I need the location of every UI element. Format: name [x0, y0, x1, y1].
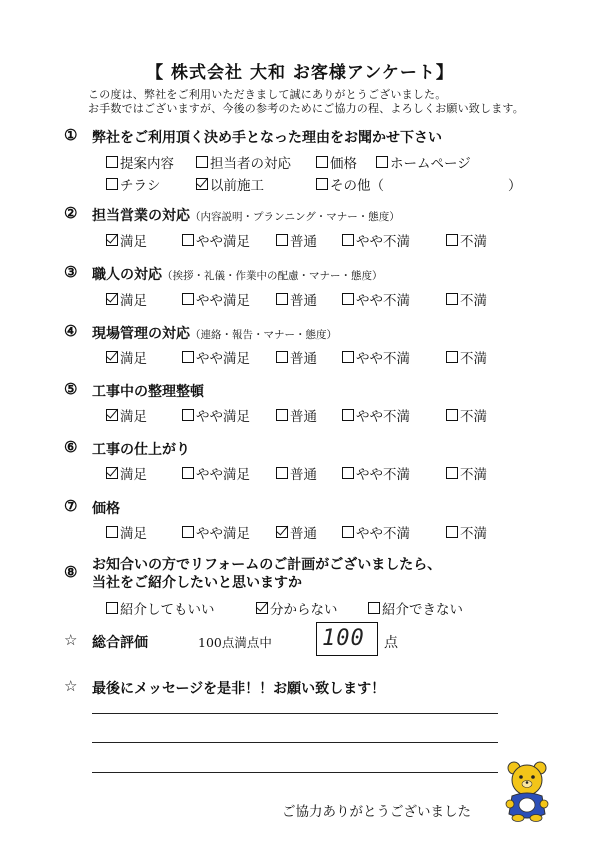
overall-label: 総合評価 — [92, 635, 148, 651]
q4-rating-somewhat-satisfied[interactable]: やや満足 — [182, 347, 250, 367]
checkbox[interactable] — [342, 234, 354, 246]
intro-line-1: この度は、弊社をご利用いただきまして誠にありがとうございました。 — [88, 88, 447, 101]
q6-rating-somewhat-dissatisfied[interactable]: やや不満 — [342, 463, 410, 483]
q1-option-price[interactable]: 価格 — [316, 152, 357, 172]
q1-option-homepage[interactable]: ホームページ — [376, 152, 471, 172]
q1-option-other-close: ） — [508, 178, 522, 194]
q5-title: 工事中の整理整頓 — [92, 384, 204, 400]
checkbox[interactable] — [182, 467, 194, 479]
checkbox[interactable] — [106, 178, 118, 190]
q6-rating-satisfied[interactable]: 満足 — [106, 463, 147, 483]
q4-number: ④ — [64, 322, 78, 340]
checkbox[interactable] — [342, 409, 354, 421]
checkbox[interactable] — [376, 156, 388, 168]
q6-title: 工事の仕上がり — [92, 442, 190, 458]
checkbox-checked[interactable] — [106, 409, 118, 421]
overall-scale: 100点満点中 — [198, 635, 272, 650]
checkbox[interactable] — [342, 351, 354, 363]
q1-option-previous-work[interactable]: 以前施工 — [196, 174, 264, 194]
checkbox[interactable] — [276, 351, 288, 363]
q5-rating-neutral[interactable]: 普通 — [276, 405, 317, 425]
checkbox[interactable] — [276, 467, 288, 479]
q1-option-proposal[interactable]: 提案内容 — [106, 152, 174, 172]
checkbox[interactable] — [106, 156, 118, 168]
checkbox[interactable] — [106, 602, 118, 614]
checkbox[interactable] — [446, 293, 458, 305]
q5-number: ⑤ — [64, 380, 78, 398]
q2-rating-neutral[interactable]: 普通 — [276, 230, 317, 250]
q6-rating-neutral[interactable]: 普通 — [276, 463, 317, 483]
message-line-1[interactable] — [92, 713, 498, 714]
q7-number: ⑦ — [64, 497, 78, 515]
q2-rating-dissatisfied[interactable]: 不満 — [446, 230, 487, 250]
q8-option-cannot-refer[interactable]: 紹介できない — [368, 598, 463, 618]
q2-rating-satisfied[interactable]: 満足 — [106, 230, 147, 250]
q1-option-flyer[interactable]: チラシ — [106, 174, 161, 194]
checkbox[interactable] — [342, 293, 354, 305]
checkbox[interactable] — [276, 234, 288, 246]
bear-mascot-icon — [504, 760, 550, 822]
q8-number: ⑧ — [64, 563, 78, 581]
q2-note: （内容説明・プランニング・マナー・態度） — [190, 211, 400, 223]
message-line-2[interactable] — [92, 742, 498, 743]
checkbox[interactable] — [342, 526, 354, 538]
overall-unit: 点 — [384, 635, 398, 651]
checkbox[interactable] — [368, 602, 380, 614]
q7-rating-somewhat-dissatisfied[interactable]: やや不満 — [342, 522, 410, 542]
message-star-icon: ☆ — [64, 677, 78, 695]
checkbox[interactable] — [446, 526, 458, 538]
q8-option-dont-know[interactable]: 分からない — [256, 598, 338, 618]
checkbox-checked[interactable] — [106, 467, 118, 479]
checkbox[interactable] — [182, 234, 194, 246]
q8-option-can-refer[interactable]: 紹介してもいい — [106, 598, 215, 618]
checkbox[interactable] — [182, 351, 194, 363]
checkbox[interactable] — [182, 409, 194, 421]
q1-option-staff[interactable]: 担当者の対応 — [196, 152, 291, 172]
checkbox[interactable] — [182, 526, 194, 538]
checkbox[interactable] — [446, 467, 458, 479]
q4-rating-neutral[interactable]: 普通 — [276, 347, 317, 367]
q2-number: ② — [64, 204, 78, 222]
q4-note: （連絡・報告・マナー・態度） — [190, 329, 337, 341]
q6-rating-somewhat-satisfied[interactable]: やや満足 — [182, 463, 250, 483]
q3-rating-satisfied[interactable]: 満足 — [106, 289, 147, 309]
checkbox[interactable] — [316, 178, 328, 190]
checkbox[interactable] — [182, 293, 194, 305]
q4-title: 現場管理の対応（連絡・報告・マナー・態度） — [92, 326, 337, 342]
checkbox-checked[interactable] — [276, 526, 288, 538]
checkbox-checked[interactable] — [106, 351, 118, 363]
q3-number: ③ — [64, 263, 78, 281]
q7-rating-satisfied[interactable]: 満足 — [106, 522, 147, 542]
q3-title: 職人の対応（挨拶・礼儀・作業中の配慮・マナー・態度） — [92, 267, 383, 283]
q5-rating-satisfied[interactable]: 満足 — [106, 405, 147, 425]
q7-title: 価格 — [92, 501, 120, 517]
checkbox[interactable] — [446, 409, 458, 421]
checkbox[interactable] — [446, 351, 458, 363]
message-line-3[interactable] — [92, 772, 498, 773]
q7-rating-dissatisfied[interactable]: 不満 — [446, 522, 487, 542]
q3-rating-somewhat-satisfied[interactable]: やや満足 — [182, 289, 250, 309]
q4-rating-satisfied[interactable]: 満足 — [106, 347, 147, 367]
checkbox[interactable] — [316, 156, 328, 168]
checkbox-checked[interactable] — [196, 178, 208, 190]
survey-title: 【 株式会社 大和 お客様アンケート】 — [146, 63, 454, 83]
q5-rating-somewhat-satisfied[interactable]: やや満足 — [182, 405, 250, 425]
q3-rating-dissatisfied[interactable]: 不満 — [446, 289, 487, 309]
q3-rating-neutral[interactable]: 普通 — [276, 289, 317, 309]
q5-rating-dissatisfied[interactable]: 不満 — [446, 405, 487, 425]
q2-rating-somewhat-satisfied[interactable]: やや満足 — [182, 230, 250, 250]
q6-rating-dissatisfied[interactable]: 不満 — [446, 463, 487, 483]
checkbox[interactable] — [276, 293, 288, 305]
q8-title-line-2: 当社をご紹介したいと思いますか — [92, 575, 302, 591]
q8-title-line-1: お知合いの方でリフォームのご計画がございましたら、 — [92, 557, 442, 573]
q7-rating-neutral[interactable]: 普通 — [276, 522, 317, 542]
checkbox-checked[interactable] — [256, 602, 268, 614]
q5-rating-somewhat-dissatisfied[interactable]: やや不満 — [342, 405, 410, 425]
checkbox[interactable] — [196, 156, 208, 168]
q1-number: ① — [64, 126, 78, 144]
q4-rating-dissatisfied[interactable]: 不満 — [446, 347, 487, 367]
q4-rating-somewhat-dissatisfied[interactable]: やや不満 — [342, 347, 410, 367]
overall-star-icon: ☆ — [64, 631, 78, 649]
q1-title: 弊社をご利用頂く決め手となった理由をお聞かせ下さい — [92, 130, 442, 146]
checkbox[interactable] — [106, 526, 118, 538]
checkbox[interactable] — [342, 467, 354, 479]
checkbox-checked[interactable] — [106, 234, 118, 246]
q3-rating-somewhat-dissatisfied[interactable]: やや不満 — [342, 289, 410, 309]
q2-rating-somewhat-dissatisfied[interactable]: やや不満 — [342, 230, 410, 250]
intro-line-2: お手数ではございますが、今後の参考のためにご協力の程、よろしくお願い致します。 — [88, 102, 524, 115]
q1-option-other[interactable]: その他（ — [316, 174, 384, 194]
overall-score-value: 100 — [322, 626, 365, 651]
checkbox[interactable] — [276, 409, 288, 421]
q7-rating-somewhat-satisfied[interactable]: やや満足 — [182, 522, 250, 542]
q2-title: 担当営業の対応（内容説明・プランニング・マナー・態度） — [92, 208, 400, 224]
checkbox-checked[interactable] — [106, 293, 118, 305]
message-label: 最後にメッセージを是非！！お願い致します！ — [92, 681, 386, 697]
q6-number: ⑥ — [64, 438, 78, 456]
q3-note: （挨拶・礼儀・作業中の配慮・マナー・態度） — [162, 270, 383, 282]
checkbox[interactable] — [446, 234, 458, 246]
thanks-text: ご協力ありがとうございました — [282, 804, 471, 820]
